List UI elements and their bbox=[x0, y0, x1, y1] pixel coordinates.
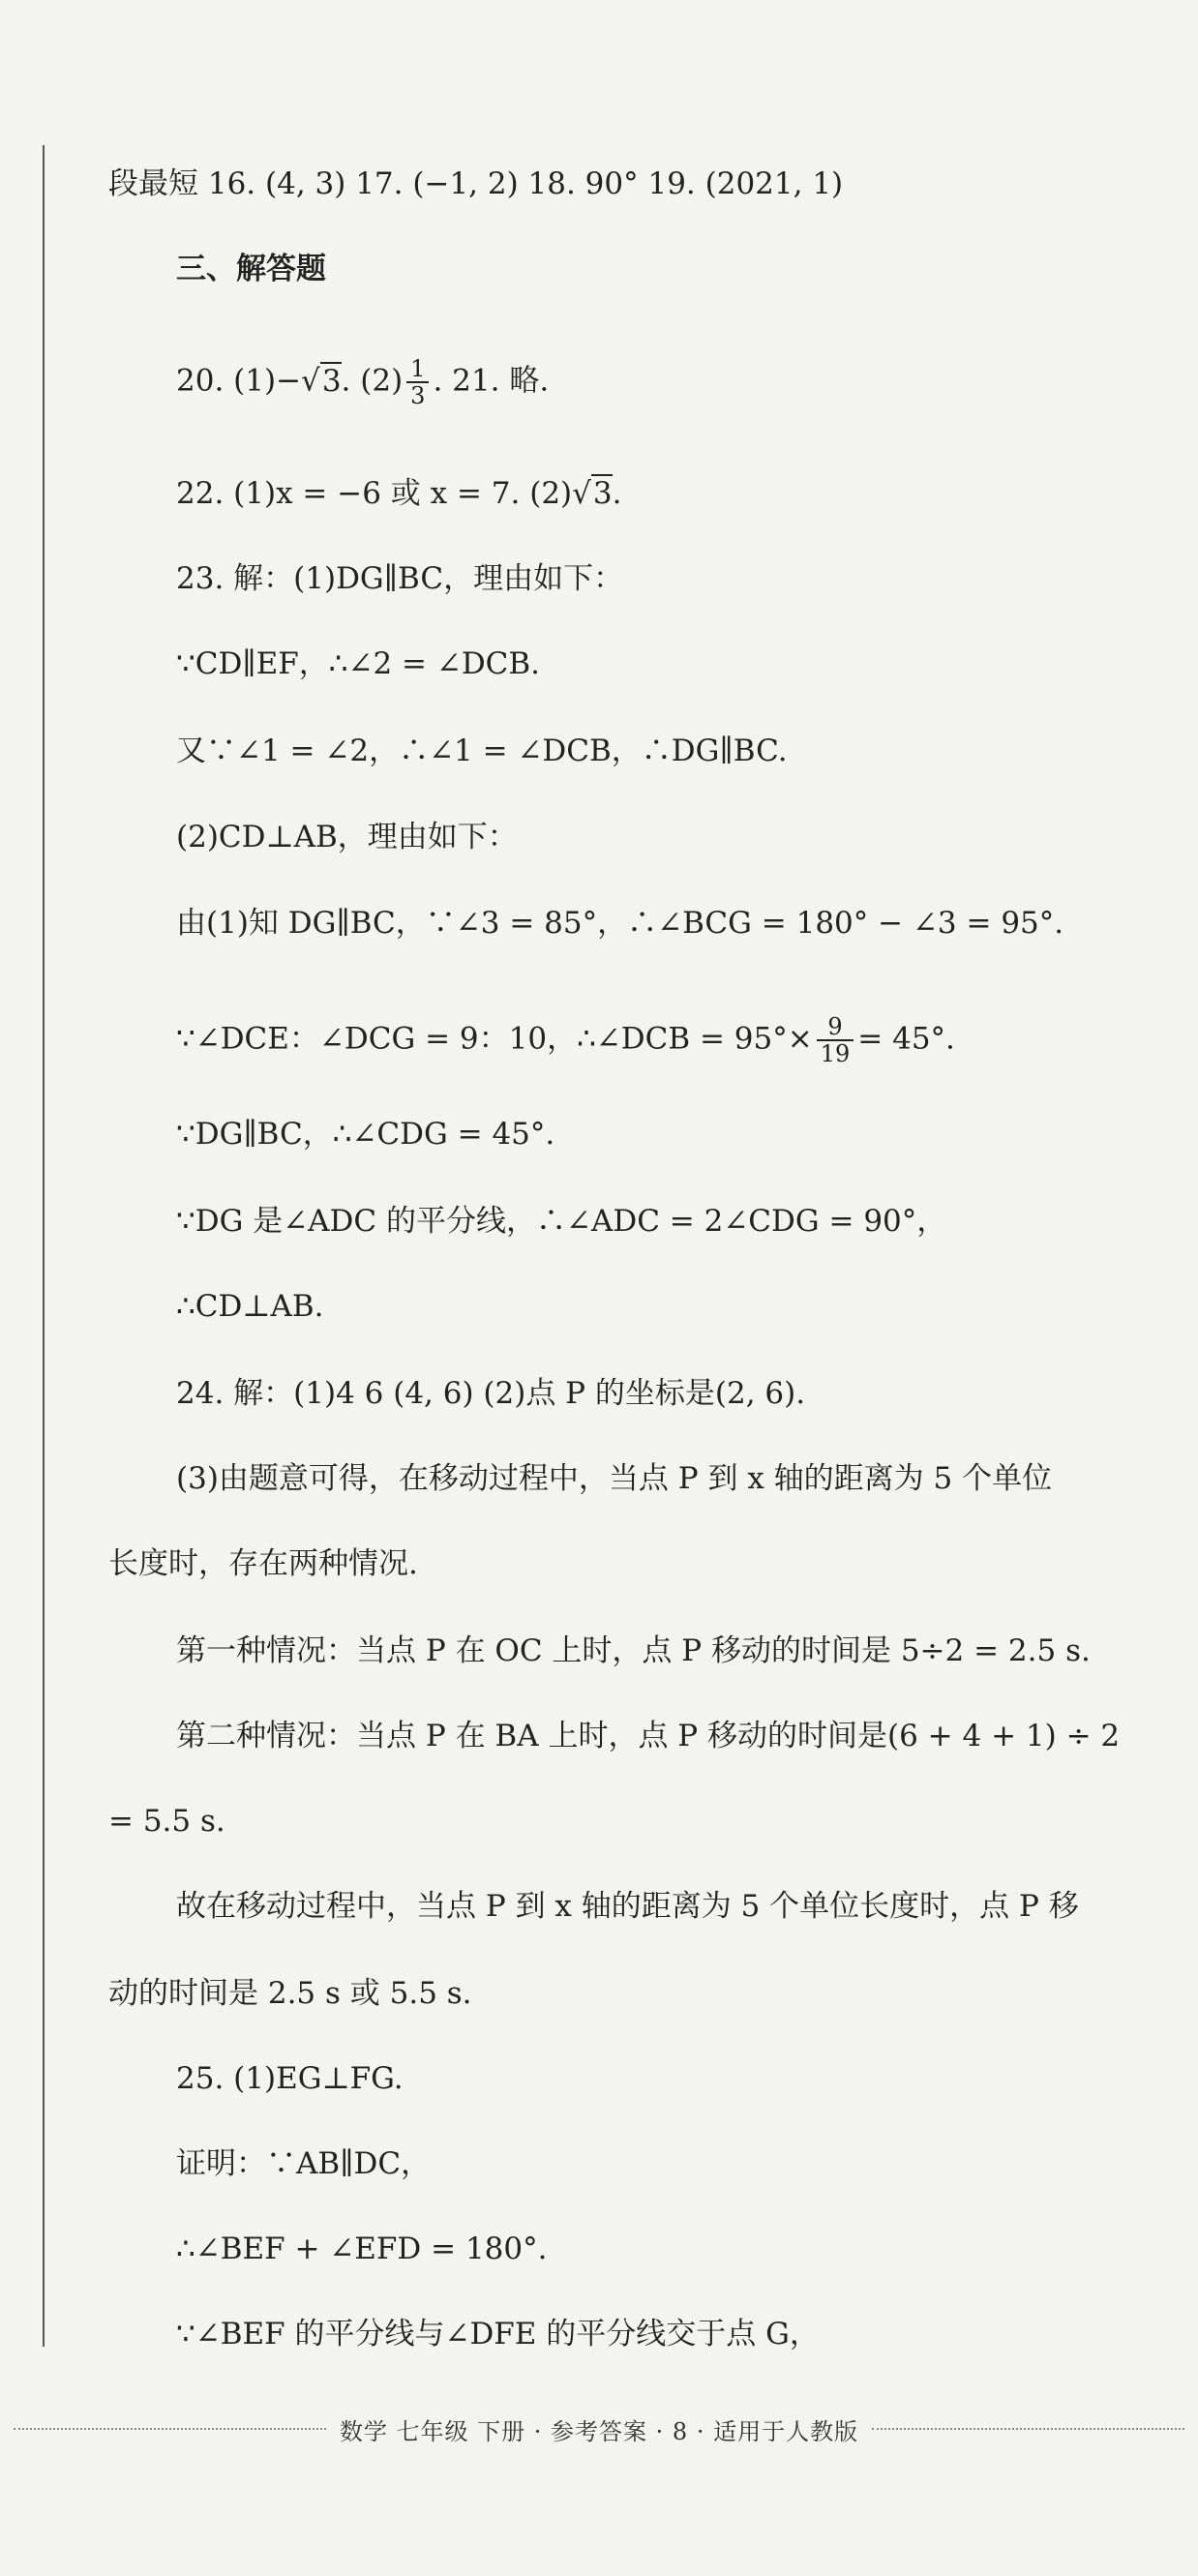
proof-line: ∵∠BEF 的平分线与∠DFE 的平分线交于点 G， bbox=[176, 2317, 820, 2351]
footer-dotted-rule-right bbox=[872, 2428, 1184, 2430]
proof-line: 第一种情况：当点 P 在 OC 上时，点 P 移动的时间是 5÷2 = 2.5 s. bbox=[176, 1633, 1091, 1668]
proof-line: ∵DG 是∠ADC 的平分线，∴∠ADC = 2∠CDG = 90°， bbox=[176, 1204, 947, 1239]
proof-line: 证明：∵AB∥DC， bbox=[176, 2146, 432, 2181]
sqrt-symbol: √ bbox=[301, 363, 320, 399]
radicand: 3 bbox=[321, 363, 342, 399]
fraction-denominator: 19 bbox=[820, 1040, 851, 1067]
answer-22-end: . bbox=[612, 476, 622, 511]
fraction-denominator: 3 bbox=[410, 382, 426, 409]
section-heading: 三、解答题 bbox=[176, 252, 326, 286]
fraction-numerator: 9 bbox=[817, 1014, 854, 1041]
proof-line: (3)由题意可得，在移动过程中，当点 P 到 x 轴的距离为 5 个单位 bbox=[176, 1461, 1053, 1496]
fraction-one-third bbox=[406, 356, 429, 408]
proof-line: ∵CD∥EF，∴∠2 = ∠DCB. bbox=[176, 646, 541, 681]
sqrt-symbol: √ bbox=[572, 476, 591, 511]
proof-line: (2)CD⊥AB，理由如下： bbox=[176, 820, 518, 854]
proof-line: 第二种情况：当点 P 在 BA 上时，点 P 移动的时间是(6 + 4 + 1) ÷ 2 bbox=[176, 1719, 1121, 1753]
proof-line: 故在移动过程中，当点 P 到 x 轴的距离为 5 个单位长度时，点 P 移 bbox=[176, 1889, 1079, 1924]
answer-line-23: 23. 解：(1)DG∥BC，理由如下： bbox=[176, 561, 624, 596]
answer-line-25: 25. (1)EG⊥FG. bbox=[176, 2061, 404, 2096]
fraction-nine-nineteenths bbox=[817, 1014, 854, 1066]
page-footer bbox=[0, 2410, 1198, 2448]
proof-line: ∵DG∥BC，∴∠CDG = 45°. bbox=[176, 1117, 555, 1152]
proof-line bbox=[176, 1014, 955, 1066]
radicand: 3 bbox=[592, 476, 613, 511]
margin-rule bbox=[43, 145, 45, 2347]
answer-20-part2-label: . (2) bbox=[341, 363, 404, 399]
proof-line: 动的时间是 2.5 s 或 5.5 s. bbox=[108, 1976, 472, 2011]
proof-text: = 45°. bbox=[857, 1021, 955, 1057]
proof-line: 又∵∠1 = ∠2，∴∠1 = ∠DCB，∴DG∥BC. bbox=[176, 734, 788, 768]
proof-line: 长度时，存在两种情况. bbox=[108, 1546, 418, 1581]
answer-22-text: 22. (1)x = −6 或 x = 7. (2) bbox=[176, 476, 573, 511]
proof-text: ∵∠DCE：∠DCG = 9：10，∴∠DCB = 95°× bbox=[176, 1021, 813, 1057]
proof-line: ∴CD⊥AB. bbox=[176, 1289, 324, 1324]
proof-line: ∴∠BEF + ∠EFD = 180°. bbox=[176, 2232, 548, 2266]
answer-20-part1-text: 20. (1)− bbox=[176, 363, 302, 399]
fraction-numerator: 1 bbox=[406, 356, 429, 383]
proof-line: = 5.5 s. bbox=[108, 1804, 225, 1839]
answer-line-20-21 bbox=[176, 356, 549, 408]
footer-text: 数学 七年级 下册 · 参考答案 · 8 · 适用于人教版 bbox=[339, 2417, 859, 2445]
answer-line-22 bbox=[176, 474, 622, 513]
answer-21-text: . 21. 略. bbox=[433, 363, 550, 399]
footer-dotted-rule-left bbox=[14, 2428, 326, 2430]
proof-line: 由(1)知 DG∥BC，∵∠3 = 85°，∴∠BCG = 180° − ∠3 = 95°. bbox=[176, 906, 1064, 941]
answer-line-24: 24. 解：(1)4 6 (4, 6) (2)点 P 的坐标是(2, 6). bbox=[176, 1376, 806, 1411]
answer-line-16-19: 段最短 16. (4, 3) 17. (−1, 2) 18. 90° 19. (2021, 1) bbox=[108, 166, 844, 201]
